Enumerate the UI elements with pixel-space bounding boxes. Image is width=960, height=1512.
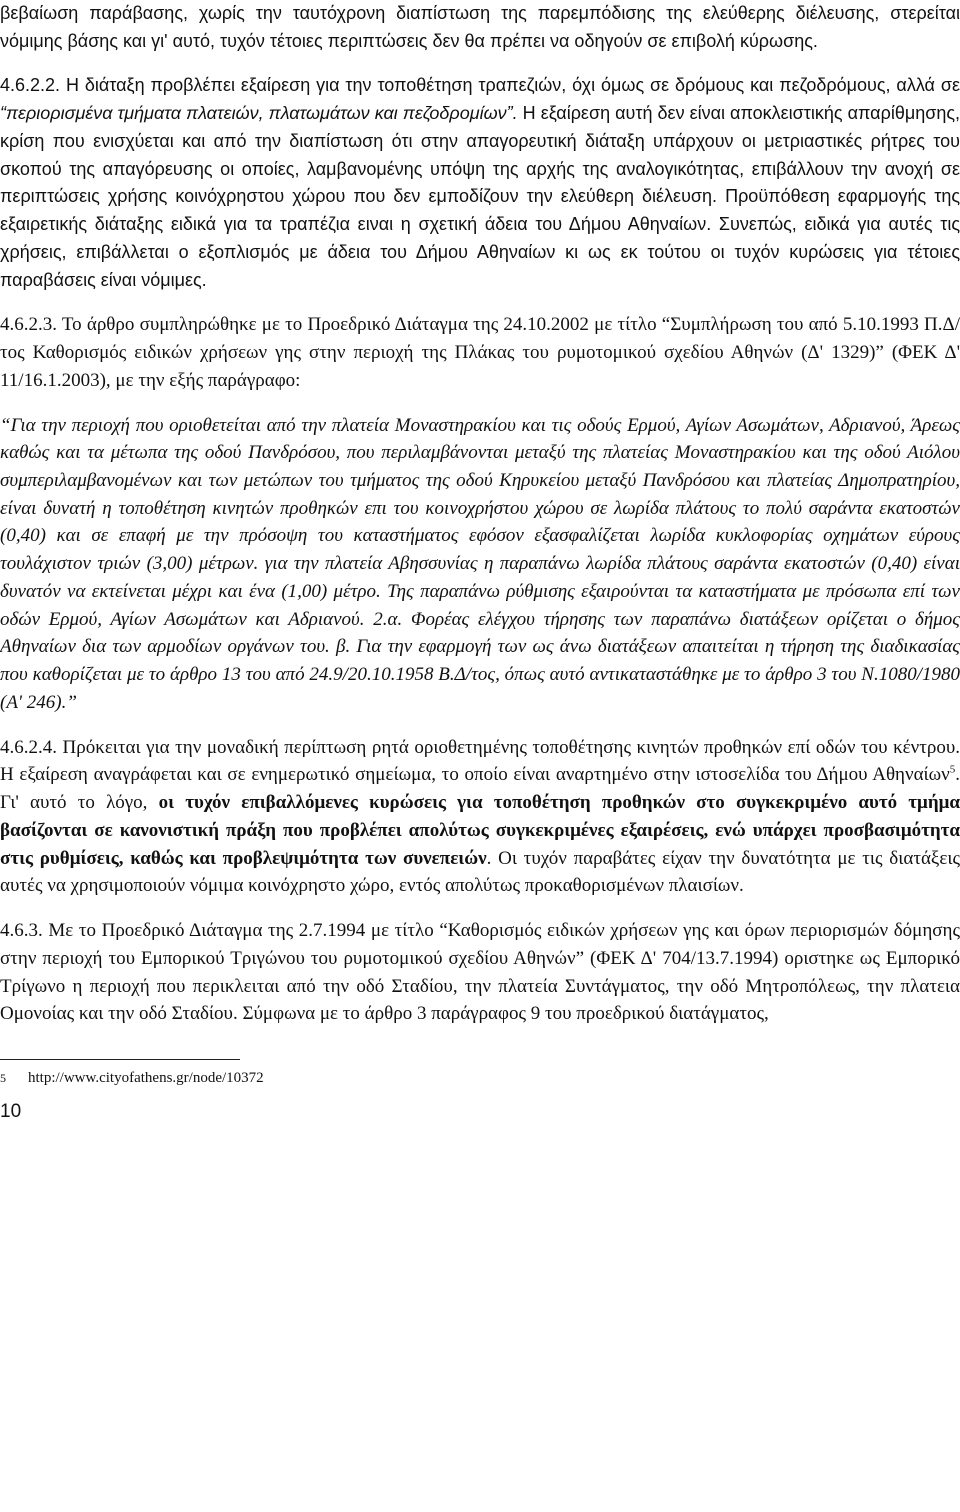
paragraph-text: Η εξαίρεση αυτή δεν είναι αποκλειστικής απαρίθμησης, κρίση που ενισχύεται και από την διαπίστωση ότι στην απαγορευτική διάταξη υπάρχουν οι μετριαστικές ρήτρες του σκοπού της απαγόρευσης οι οποίες, λαμβανομένης υπόψη της αρχής της αναλογικότητας, επιβάλλουν την ανοχή σε περιπτώσεις χρήσης κοινόχρηστου χώρου που δεν εμποδίζουν την ελεύθερη διέλευση. (0, 103, 960, 207)
quoted-decree-paragraph (0, 412, 960, 717)
paragraph-text: 4.6.2.4. Πρόκειται για την μοναδική περίπτωση ρητά οριοθετημένης τοποθέτησης κινητών προθηκών επί οδών του κέντρου. Η εξαίρεση αναγράφεται και σε ενημερωτικό σημείωμα, το οποίο είναι αναρτημένο στην ιστοσελίδα του Δήμου Αθηναίων (0, 736, 960, 786)
paragraph-text: . Οι τυχόν παραβάτες είχαν την δυνατότητα με τις διατάξεις αυτές να χρησιμοποιούν νόμιμα κοινόχρηστο χώρο, εντός απολύτως προκαθορισμένων πλαισίων. (0, 847, 960, 897)
paragraph-text: 4.6.2.2. Η διάταξη προβλέπει εξαίρεση για την τοποθέτηση τραπεζιών, όχι όμως σε δρόμους και πεζοδρόμους, αλλά σε (0, 75, 960, 96)
quoted-phrase: “περιορισμένα τμήματα πλατειών, πλατωμάτων και πεζοδρομίων”. (0, 103, 518, 124)
paragraph-4-6-3 (0, 917, 960, 1028)
quote-text: “Για την περιοχή που οριοθετείται από την πλατεία Μοναστηρακίου και τις οδούς Ερμού, Αγίων Ασωμάτων, Αδριανού, Άρεως καθώς και τα μέτωπα της οδού Πανδρόσου, που περιλαμβάνονται μεταξύ της πλατείας Μοναστηρακίου και της οδού Αιόλου συμπεριλαμβανομένων και των μετώπων του τμήματος της οδού Κηρυκείου μεταξύ Πανδρόσου και πλατείας Δημοπρατηρίου, είναι δυνατή η τοποθέτηση κινητών προθηκών επι του κοινοχρήστου χώρου σε λωρίδα πλάτους το πολύ σαράντα εκατοστών (0,40) και σε επαφή με την πρόσοψη του καταστήματος εφόσον εξασφαλίζεται λωρίδα κυκλοφορίας οχημάτων εύρους τουλάχιστον τριών (3,00) μέτρων. για την πλατεία Αβησσυνίας η παραπάνω λωρίδα πλάτους σαράντα εκατοστών (0,40) είναι δυνατόν να εκτείνεται μέχρι και ένα (1,00) μέτρο. Της παραπάνω ρύθμισης εξαιρούνται τα καταστήματα με πρόσωπα επί των οδών Ερμού, Αγίων Ασωμάτων και Αδριανού. 2.α. Φορέας ελέγχου τήρησης των παραπάνω διατάξεων ορίζεται ο δήμος Αθηναίων δια των αρμοδίων οργάνων του. β. Για την εφαρμογή των ως άνω διατάξεων απαιτείται η τήρηση της διαδικασίας που καθορίζεται με το άρθρο 13 του από 24.9/20.10.1958 Β.Δ/τος, όπως αυτό αντικαταστάθηκε με το άρθρο 3 του Ν.1080/1980 (Α' 246).” (0, 414, 960, 713)
paragraph-continuation (0, 0, 960, 55)
paragraph-4-6-2-2 (0, 72, 960, 294)
paragraph-text: . Γι' αυτό το λόγο, (0, 764, 960, 814)
footnote-url[interactable]: http://www.cityofathens.gr/node/10372 (28, 1070, 264, 1086)
paragraph-text: Προϋπόθεση εφαρμογής της εξαιρετικής διάταξης ειδικά για τα τραπέζια ειναι η σχετική άδεια του Δήμου Αθηναίων. Συνεπώς, ειδικά για αυτές τις χρήσεις, επιβάλλεται ο εξοπλισμός με άδεια του Δήμου Αθηναίων κι ως εκ τούτου οι τυχόν κυρώσεις για τέτοιες παραβάσεις είναι νόμιμες. (0, 186, 960, 290)
footnote-separator (0, 1059, 240, 1060)
bold-emphasis: οι τυχόν επιβαλλόμενες κυρώσεις για τοποθέτηση προθηκών στο συγκεκριμένο αυτό τμήμα βασίζονται σε κανονιστική πράξη που προβλέπει απολύτως συγκεκριμένες εξαιρέσεις, ενώ υπάρχει προσβασιμότητα στις ρυθμίσεις, καθώς και προβλεψιμότητα των συνεπειών (0, 792, 960, 869)
page-number: 10 (0, 1101, 22, 1122)
footnote (0, 1069, 960, 1087)
footnote-number: 5 (0, 1071, 6, 1085)
paragraph-text: βεβαίωση παράβασης, χωρίς την ταυτόχρονη διαπίστωση της παρεμπόδισης της ελεύθερης διέλευσης, στερείται νόμιμης βάσης και γι' αυτό, τυχόν τέτοιες περιπτώσεις δεν θα πρέπει να οδηγούν σε επιβολή κύρωσης. (0, 3, 960, 51)
paragraph-4-6-2-3 (0, 311, 960, 394)
paragraph-4-6-2-4 (0, 734, 960, 900)
paragraph-text: 4.6.3. Με το Προεδρικό Διάταγμα της 2.7.1994 με τίτλο “Καθορισμός ειδικών χρήσεων γης και όρων περιορισμών δόμησης στην περιοχή του Εμπορικού Τριγώνου του ρυμοτομικού σχεδίου Αθηνών” (ΦΕΚ Δ' 704/13.7.1994) οριστηκε ως Εμπορικό Τρίγωνο η περιοχή που περικλειται από την οδό Σταδίου, την πλατεία Συντάγματος, την οδό Μητροπόλεως, την πλατεια Ομονοίας και την οδό Σταδίου. Σύμφωνα με το άρθρο 3 παράγραφος 9 του προεδρικού διατάγματος, (0, 920, 960, 1025)
footnote-reference: 5 (949, 764, 956, 777)
paragraph-text: 4.6.2.3. Το άρθρο συμπληρώθηκε με το Προεδρικό Διάταγμα της 24.10.2002 με τίτλο “Συμπλήρωση του από 5.10.1993 Π.Δ/τος Καθορισμός ειδικών χρήσεων γης στην περιοχή της Πλάκας του ρυμοτομικού σχεδίου Αθηνών (Δ' 1329)” (ΦΕΚ Δ' 11/16.1.2003), με την εξής παράγραφο: (0, 314, 960, 391)
